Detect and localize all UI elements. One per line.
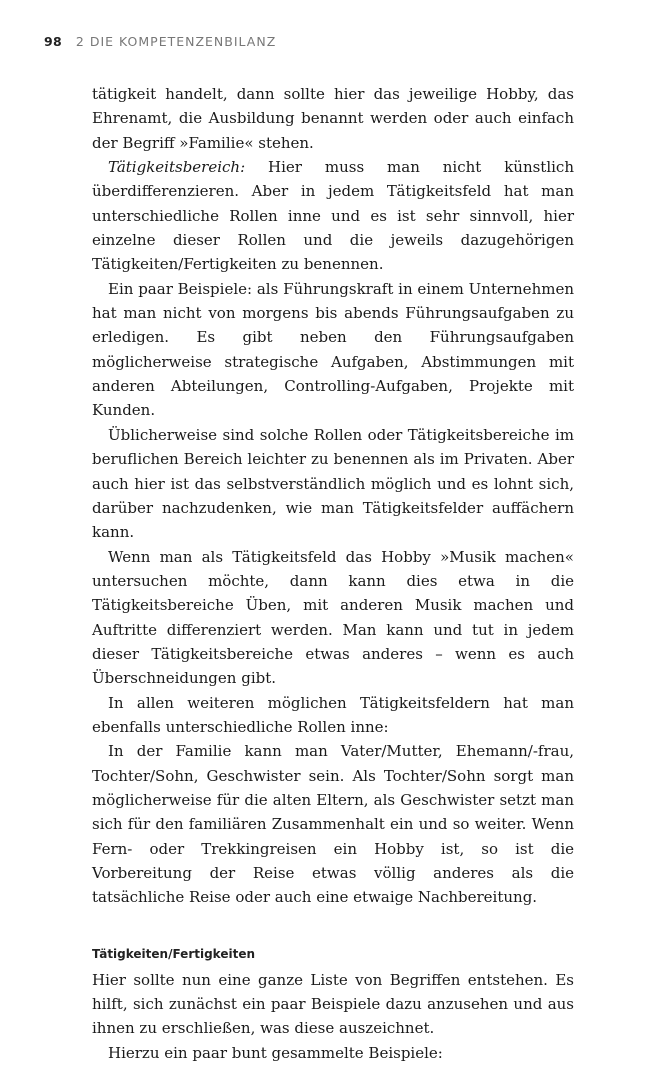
paragraph-7: In der Familie kann man Vater/Mutter, Ehemann/-frau, Tochter/Sohn, Geschwister sein. Als Tochter/Sohn sorgt man möglicherweise für die alten Eltern, als Geschwister setzt man sich für den familiären Zusammenhalt ein und so weiter. Wenn Fern- oder Trekkingreisen ein Hobby ist, so ist die Vorbereitung der Reise etwas völlig anderes als die tatsächliche Reise oder auch eine etwaige Nachbereitung. xyxy=(92,742,574,907)
paragraph-6: In allen weiteren möglichen Tätigkeitsfeldern hat man ebenfalls unterschiedliche Rollen inne: xyxy=(92,693,574,736)
running-head xyxy=(44,34,276,49)
paragraph-2 xyxy=(92,155,574,277)
chapter-label: 2 DIE KOMPETENZENBILANZ xyxy=(75,34,277,49)
paragraph-2-text: Hier muss man nicht künstlich überdifferenzieren. Aber in jedem Tätigkeitsfeld hat man unterschiedliche Rollen inne und es ist sehr sinnvoll, hier einzelne dieser Rollen und die jeweils dazugehörigen Tätigkeiten/Fertigkeiten zu benennen. xyxy=(92,158,574,274)
term-taetigkeitsbereich: Tätigkeitsbereich: xyxy=(108,158,246,177)
body-text xyxy=(92,82,574,1065)
section-heading: Tätigkeiten/Fertigkeiten xyxy=(92,946,256,961)
section-paragraph-2: Hierzu ein paar bunt gesammelte Beispiele: xyxy=(108,1043,443,1062)
paragraph-3: Ein paar Beispiele: als Führungskraft in einem Unternehmen hat man nicht von morgens bis abends Führungsaufgaben zu erledigen. Es gibt neben den Führungsaufgaben möglicherweise strategische Aufgaben, Abstimmungen mit anderen Abteilungen, Controlling-Aufgaben, Projekte mit Kunden. xyxy=(92,279,574,420)
page-number: 98 xyxy=(44,34,62,49)
paragraph-5: Wenn man als Tätigkeitsfeld das Hobby »Musik machen« untersuchen möchte, dann kann dies etwa in die Tätigkeitsbereiche Üben, mit anderen Musik machen und Auftritte differenziert werden. Man kann und tut in jedem dieser Tätigkeitsbereiche etwas anderes – wenn es auch Überschneidungen gibt. xyxy=(92,547,574,688)
paragraph-1: tätigkeit handelt, dann sollte hier das jeweilige Hobby, das Ehrenamt, die Ausbildung benannt werden oder auch einfach der Begriff »Familie« stehen. xyxy=(92,85,574,152)
paragraph-4: Üblicherweise sind solche Rollen oder Tätigkeitsbereiche im beruflichen Bereich leichter zu benennen als im Privaten. Aber auch hier ist das selbstverständlich möglich und es lohnt sich, darüber nachzudenken, wie man Tätigkeitsfelder auffächern kann. xyxy=(92,425,574,542)
section-paragraph-1: Hier sollte nun eine ganze Liste von Begriffen entstehen. Es hilft, sich zunächst ein paar Beispiele dazu anzusehen und aus ihnen zu erschließen, was diese auszeichnet. xyxy=(92,970,574,1038)
